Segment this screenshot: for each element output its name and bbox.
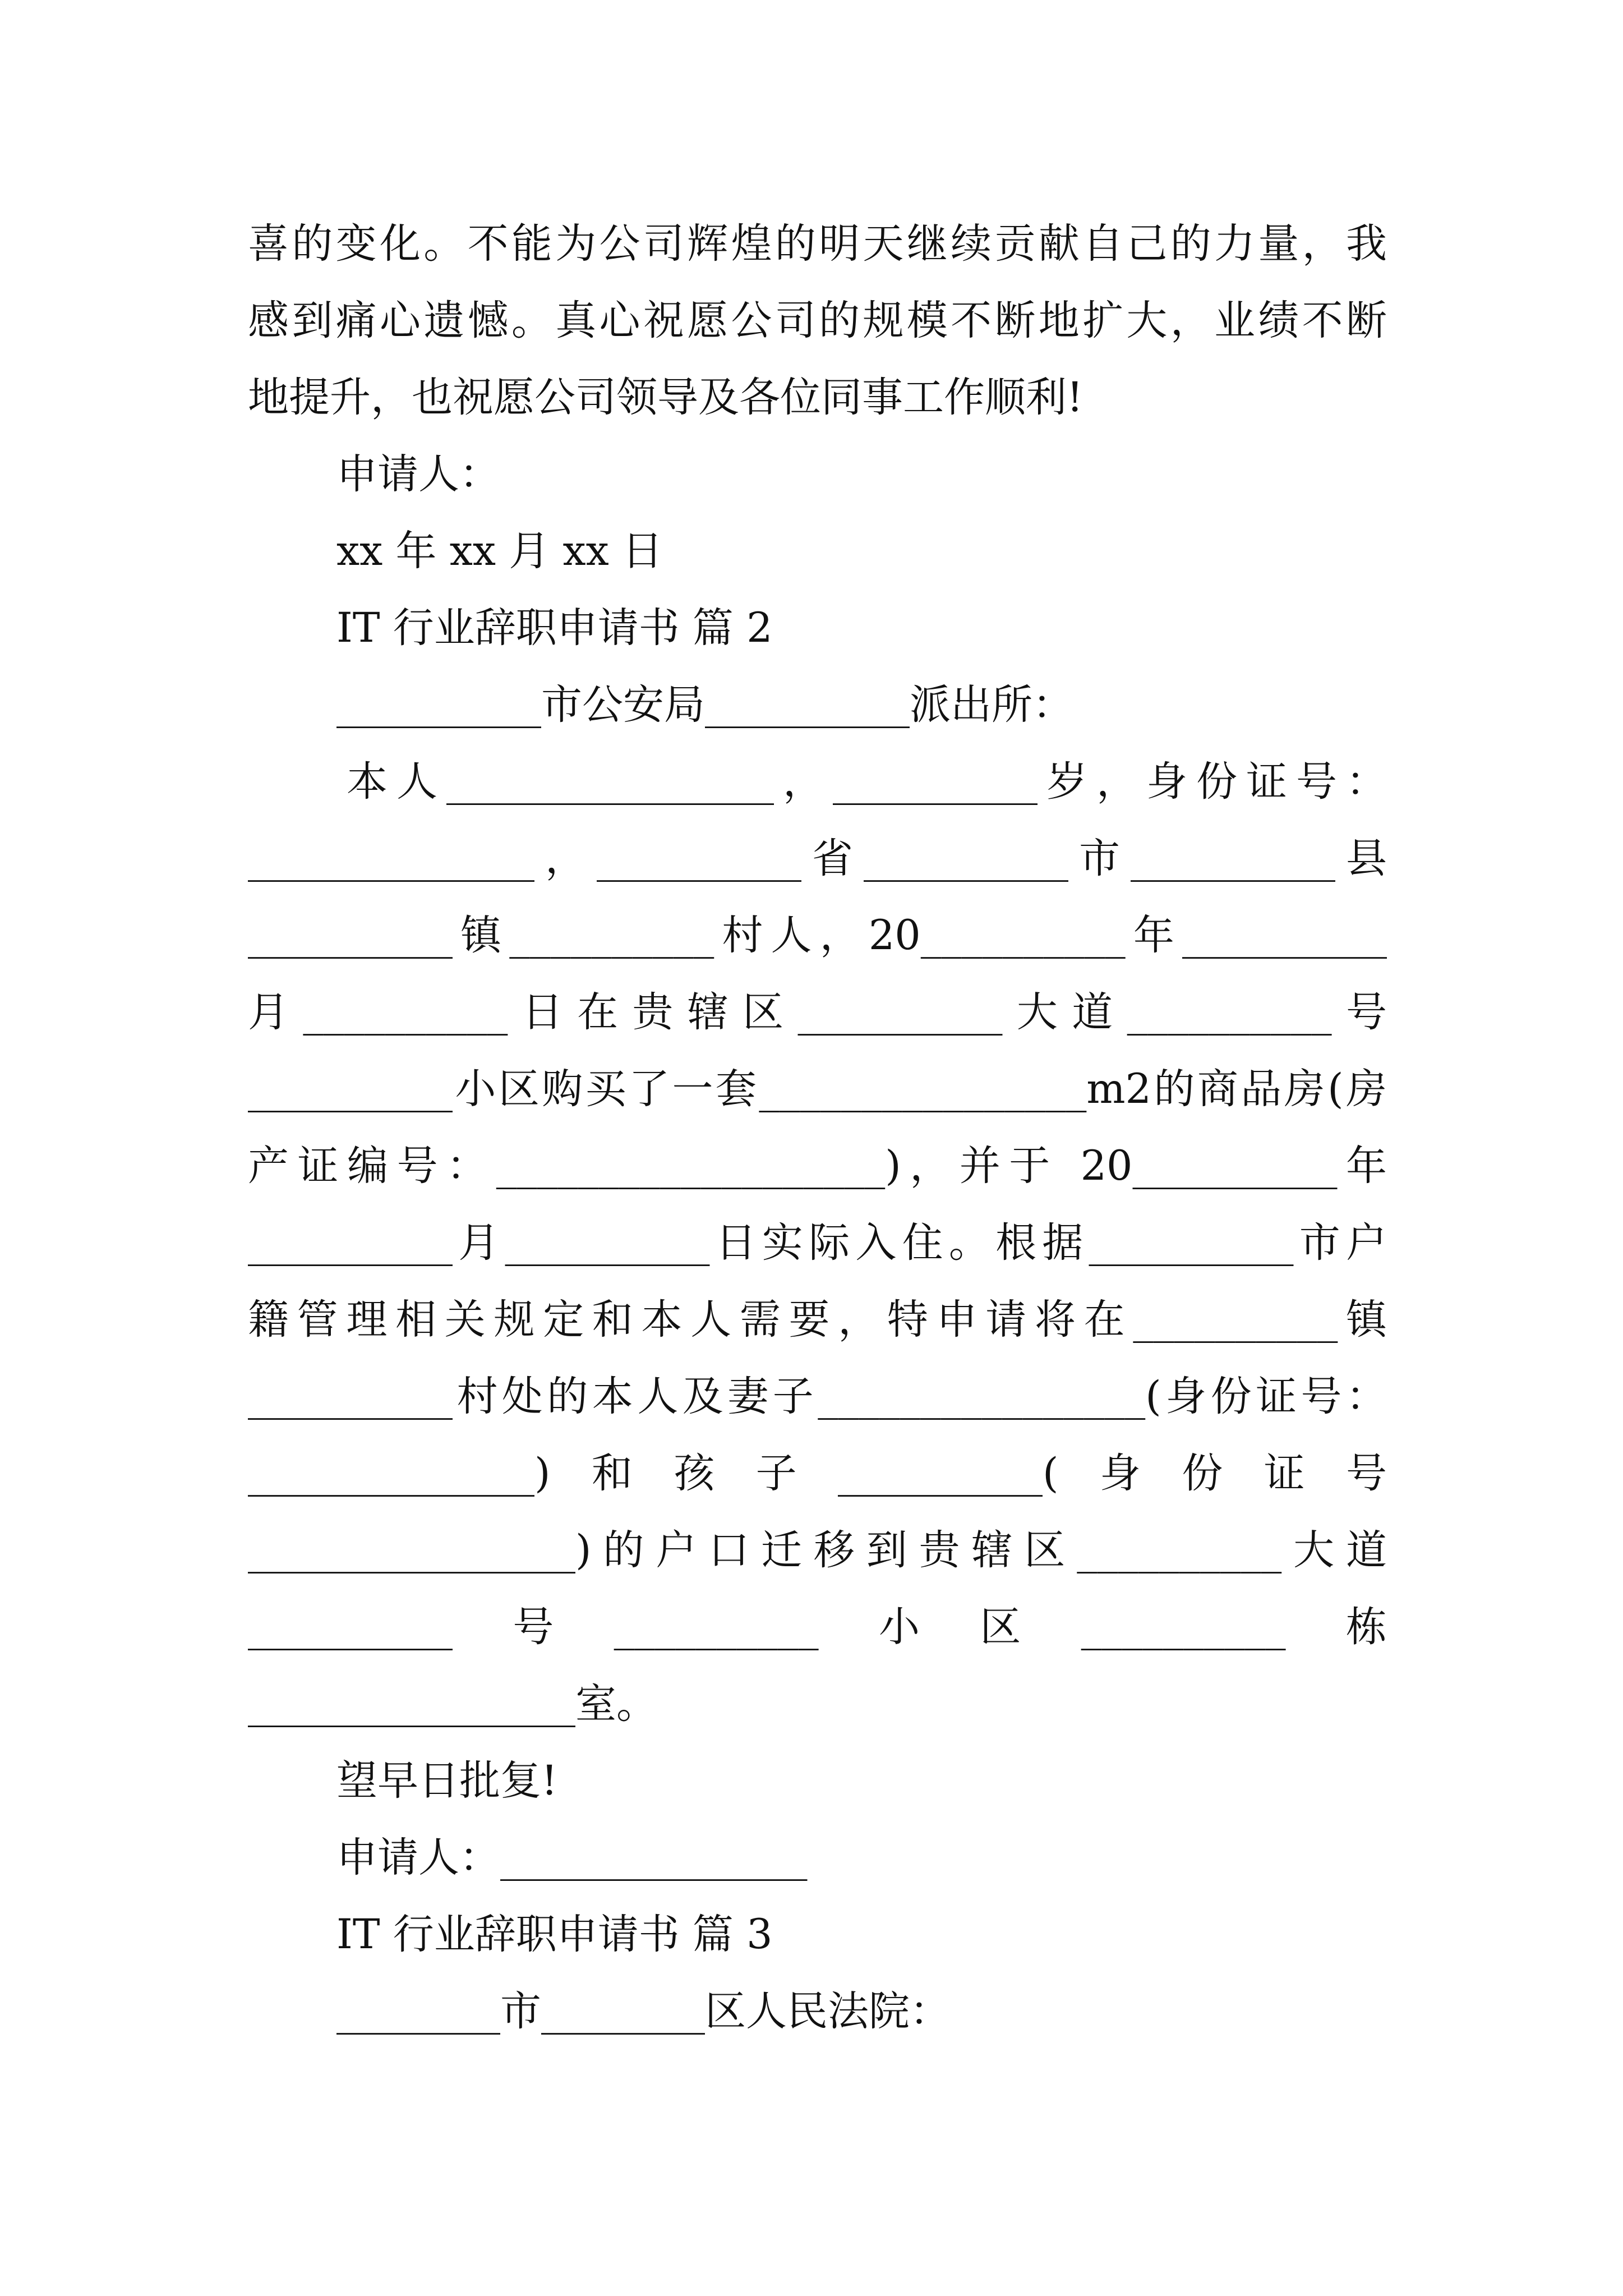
body-line: 产证编号：___________________)，并于 20__________年: [248, 1142, 1387, 1190]
body-line: 月__________日在贵辖区__________大道__________号: [248, 988, 1387, 1036]
body-line: ________________)的户口迁移到贵辖区__________大道: [248, 1526, 1387, 1574]
body-line: 感到痛心遗憾。真心祝愿公司的规模不断地扩大，业绩不断: [248, 297, 1387, 344]
date-line: xx 年 xx 月 xx 日: [336, 527, 663, 575]
body-line: __________月__________日实际入住。根据__________市户: [248, 1219, 1387, 1267]
addressee-line: ________市________区人民法院：: [336, 1987, 951, 2035]
body-line: __________村处的本人及妻子________________(身份证号：: [248, 1373, 1387, 1420]
body-line: __________小区购买了一套________________m2的商品房(房: [248, 1065, 1387, 1113]
document-body: [248, 205, 1387, 2050]
body-line: ______________)和孩子__________(身份证号: [248, 1450, 1387, 1497]
body-line: 喜的变化。不能为公司辉煌的明天继续贡献自己的力量，我: [248, 220, 1387, 268]
closing-line: 望早日批复!: [336, 1757, 558, 1805]
body-line: __________镇__________村人，20__________年__________: [248, 912, 1387, 959]
section-title: IT 行业辞职申请书 篇 2: [336, 604, 773, 652]
applicant-label: 申请人：: [336, 450, 500, 498]
body-line: ________________室。: [248, 1680, 657, 1728]
body-line: 地提升，也祝愿公司领导及各位同事工作顺利!: [248, 374, 1083, 421]
addressee-line: __________市公安局__________派出所：: [336, 681, 1073, 729]
body-line: ______________，__________省__________市__________县: [248, 835, 1387, 882]
body-line: 籍管理相关规定和本人需要，特申请将在__________镇: [248, 1296, 1387, 1343]
body-line: __________号__________小区__________栋: [248, 1603, 1387, 1651]
section-title: IT 行业辞职申请书 篇 3: [336, 1911, 773, 1958]
applicant-line: 申请人：_______________: [336, 1834, 808, 1881]
body-line: 本人________________，__________岁，身份证号：: [347, 758, 1387, 806]
